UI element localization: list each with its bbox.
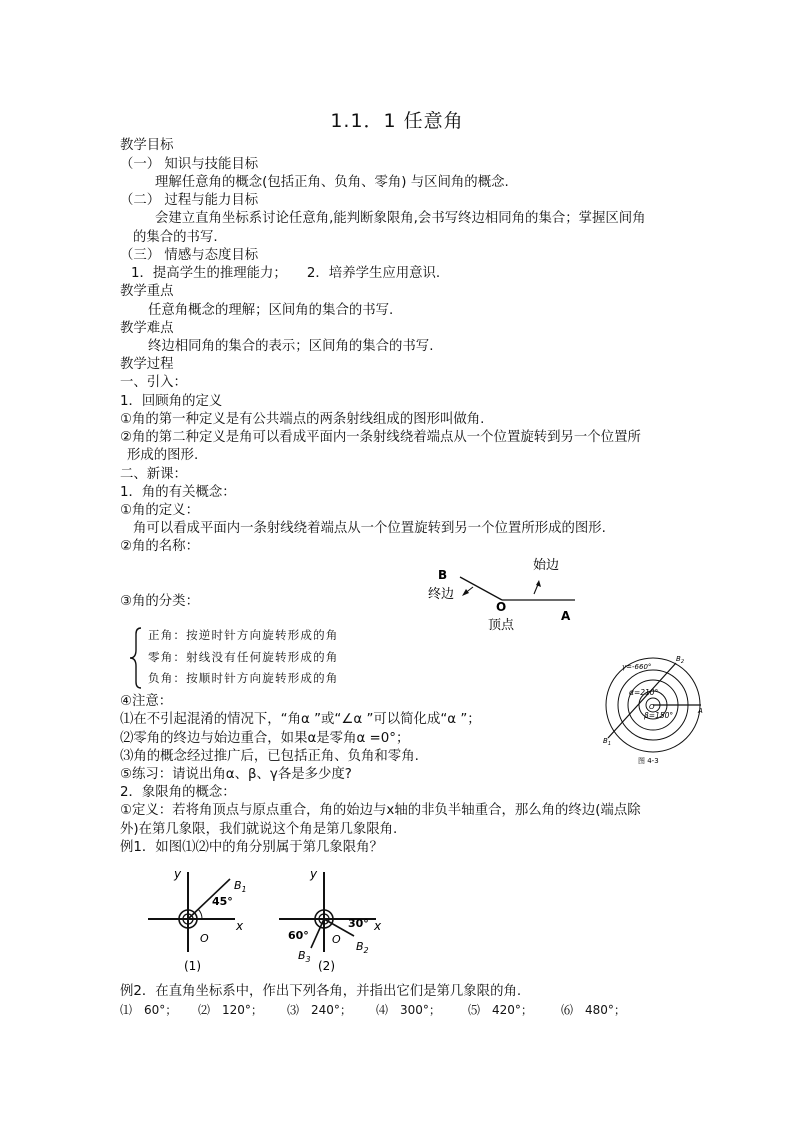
y-label: y [174, 867, 182, 881]
point-a-label: A [698, 707, 703, 715]
page-title: 1.1．1 任意角 [330, 110, 464, 132]
list-item: ⑶ 240°； [287, 1003, 352, 1017]
recall-heading: 1．回顾角的定义 [120, 394, 223, 409]
intro-heading: 一、引入： [120, 375, 187, 390]
vertex-label: 顶点 [488, 618, 515, 633]
x-label: x [374, 919, 382, 933]
list-item: 负角：按顺时针方向旋转形成的角 [148, 671, 339, 685]
quadrant-heading: 2．象限角的概念： [120, 785, 236, 800]
list-item: ⑸ 420°； [468, 1003, 533, 1017]
y-label: y [310, 867, 318, 881]
x-label: x [236, 919, 244, 933]
figure-caption: 图 4-3 [638, 757, 659, 765]
alpha-label: α=210° [629, 688, 659, 697]
terminal-side-b3 [311, 919, 324, 948]
list-item: ⑷ 300°； [376, 1003, 441, 1017]
start-side-label: 始边 [533, 558, 560, 573]
note-one: ⑴在不引起混淆的情况下，“角α ”或“∠α ”可以简化成“α ”； [120, 712, 481, 727]
arrow-head [536, 580, 541, 587]
label-a: A [561, 609, 571, 623]
exercise-prompt: ⑤练习：请说出角α、β、γ各是多少度? [120, 767, 352, 782]
ability-heading: （二） 过程与能力目标 [120, 193, 259, 208]
ability-text-line1: 会建立直角坐标系讨论任意角,能判断象限角,会书写终边相同角的集合；掌握区间角 [155, 211, 646, 226]
beta-label: β=150° [644, 711, 674, 720]
label-o: O [496, 600, 507, 614]
origin-label: O [200, 932, 209, 945]
process-heading: 教学过程 [120, 357, 174, 372]
figure-4-3 [598, 650, 708, 775]
list-item: 零角：射线没有任何旋转形成的角 [148, 650, 339, 664]
emotion-heading: （三） 情感与态度目标 [120, 248, 259, 263]
point-b1-label: $B_1$ [603, 737, 611, 747]
b3-label: $B_3$ [298, 949, 311, 964]
note-label: ④注意： [120, 694, 173, 709]
definition-two-line1: ②角的第二种定义是角可以看成平面内一条射线绕着端点从一个位置旋转到另一个位置所 [120, 430, 641, 445]
emotion-text: 1．提高学生的推理能力； 2．培养学生应用意识. [131, 266, 441, 281]
angle-class-label: ③角的分类： [120, 594, 199, 609]
list-item: 正角：按逆时针方向旋转形成的角 [148, 628, 339, 642]
example-one: 例1．如图⑴⑵中的角分别属于第几象限角？ [120, 840, 383, 855]
arrow-head [462, 589, 469, 596]
b1-label: $B_1$ [234, 879, 247, 894]
list-item: ⑵ 120°； [198, 1003, 263, 1017]
example-two: 例2．在直角坐标系中，作出下列各角，并指出它们是第几象限的角. [120, 984, 522, 999]
key-text: 任意角概念的理解；区间角的集合的书写. [148, 303, 394, 318]
ability-text-line2: 的集合的书写. [133, 230, 218, 245]
new-lesson-heading: 二、新课： [120, 467, 187, 482]
angle-definition-text: 角可以看成平面内一条射线绕着端点从一个位置旋转到另一个位置所形成的图形. [133, 521, 606, 536]
terminal-side-label: 终边 [428, 587, 455, 602]
difficulty-text: 终边相同角的集合的表示；区间角的集合的书写. [148, 339, 434, 354]
angle-definition-label: ①角的定义： [120, 503, 199, 518]
terminal-ray [460, 577, 502, 600]
knowledge-text: 理解任意角的概念(包括正角、负角、零角) 与区间角的概念. [155, 175, 509, 190]
angle-60-label: 60° [288, 929, 309, 942]
label-b: B [438, 568, 448, 582]
origin-label: O [332, 933, 341, 946]
angle-30-label: 30° [348, 917, 369, 930]
quadrant-definition-line1: ①定义：若将角顶点与原点重合，角的始边与x轴的非负半轴重合，那么角的终边(端点除 [120, 803, 641, 818]
key-heading: 教学重点 [120, 284, 174, 299]
gamma-label: γ=-660° [622, 663, 652, 671]
example-figure-1 [140, 862, 265, 977]
knowledge-heading: （一） 知识与技能目标 [120, 157, 259, 172]
classification-brace [128, 626, 144, 690]
list-item: ⑹ 480°； [561, 1003, 626, 1017]
origin-label: O [649, 703, 655, 711]
definition-one: ①角的第一种定义是有公共端点的两条射线组成的图形叫做角. [120, 412, 485, 427]
figure-caption: (2) [318, 959, 335, 973]
difficulty-heading: 教学难点 [120, 321, 174, 336]
note-two: ⑵零角的终边与始边重合，如果α是零角α =0°； [120, 731, 410, 746]
list-item: ⑴ 60°； [120, 1003, 178, 1017]
point-b2-label: $B_2$ [676, 655, 684, 665]
angle-naming-figure [420, 548, 590, 638]
b2-label: $B_2$ [356, 940, 369, 955]
definition-two-line2: 形成的图形. [127, 448, 199, 463]
objectives-heading: 教学目标 [120, 138, 174, 153]
angle-name-label: ②角的名称： [120, 539, 199, 554]
note-three: ⑶角的概念经过推广后，已包括正角、负角和零角. [120, 749, 419, 764]
concepts-heading: 1．角的有关概念： [120, 485, 236, 500]
quadrant-definition-line2: 外)在第几象限，我们就说这个角是第几象限角. [120, 822, 398, 837]
angle-label: 45° [212, 895, 233, 908]
example-figure-2 [276, 862, 401, 977]
figure-caption: (1) [184, 959, 201, 973]
